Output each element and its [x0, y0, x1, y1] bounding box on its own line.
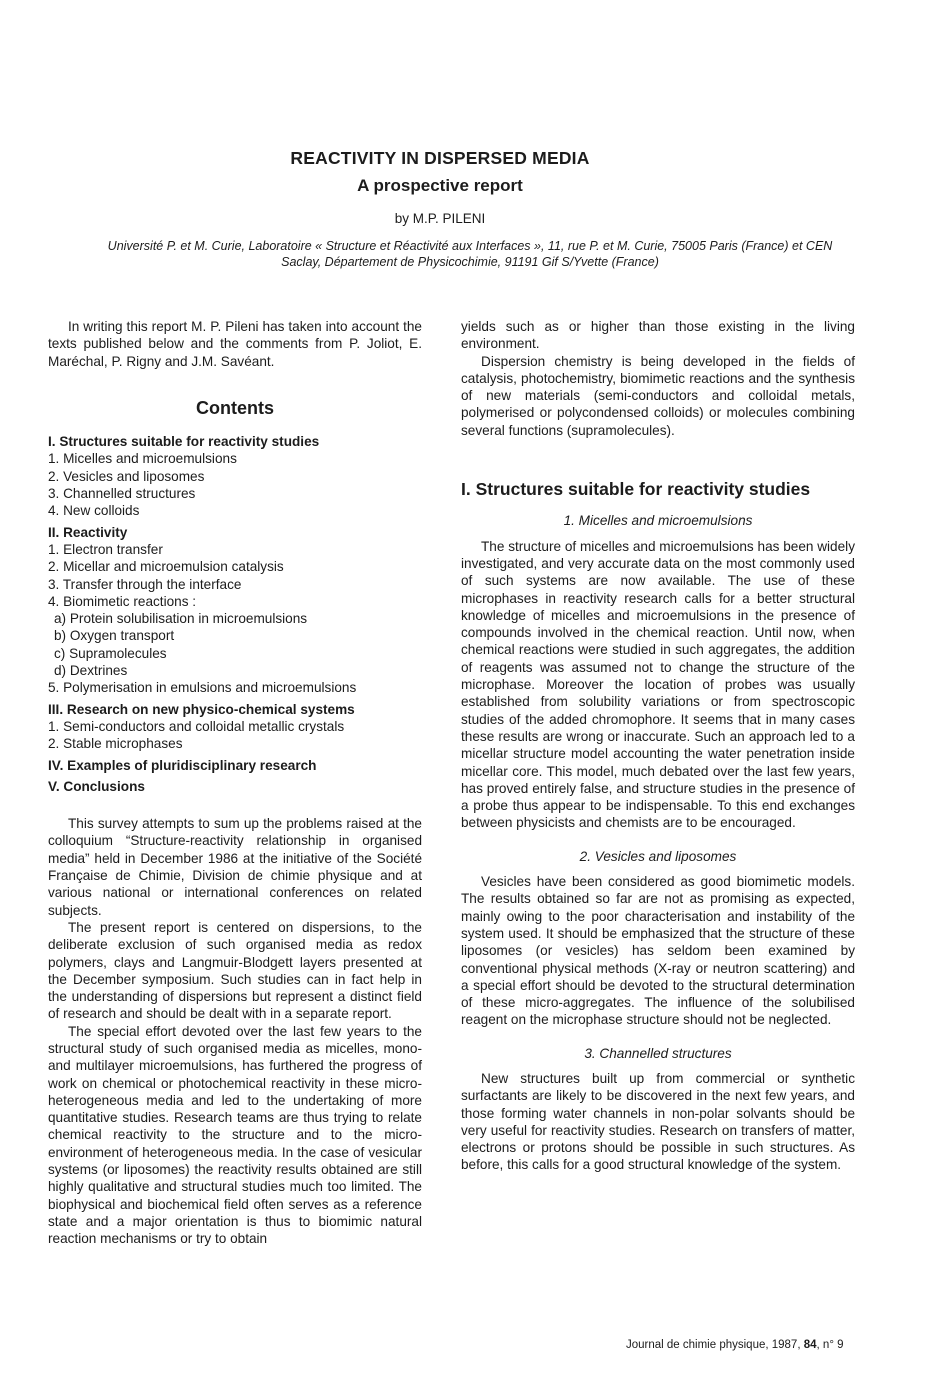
table-of-contents	[48, 433, 422, 795]
toc-subitem: b) Oxygen transport	[54, 628, 175, 644]
journal-issue: , n° 9	[816, 1339, 844, 1351]
affiliation	[60, 238, 880, 270]
toc-subitem: c) Supramolecules	[54, 645, 167, 661]
toc-item: 4. Biomimetic reactions :	[48, 593, 197, 609]
toc-item: 1. Electron transfer	[48, 541, 163, 557]
right-column	[461, 318, 855, 1174]
left-column	[48, 318, 422, 1248]
toc-item: 2. Vesicles and liposomes	[48, 468, 205, 484]
body-paragraph: The special effort devoted over the last few years to the structural study of such organised media as micelles, mono- and multilayer microemulsions, has furthered the progress of work on chemical or photochemical reactivity in these micro-heterogeneous media and led to the undertaking of more quantitative studies. Research teams are thus trying to relate chemical reactivity to the structure and to the micro-environment of heterogeneous media. In the case of vesicular systems (or liposomes) the reactivity results obtained are still highly qualitative and structural studies much too limited. The biophysical and biochemical field often serves as a reference state and a major orientation is thus to biomimic natural reaction mechanisms or try to obtain	[48, 1023, 422, 1247]
toc-section-4: IV. Examples of pluridisciplinary research	[48, 757, 317, 773]
journal-volume: 84	[803, 1339, 817, 1351]
body-paragraph: yields such as or higher than those existing in the living environment.	[461, 319, 855, 352]
toc-section-3: III. Research on new physico-chemical systems	[48, 701, 355, 717]
toc-item: 4. New colloids	[48, 503, 140, 519]
toc-subitem: d) Dextrines	[54, 663, 128, 679]
contents-heading: Contents	[196, 397, 274, 418]
body-paragraph: The structure of micelles and microemulsions has been widely investigated, and very accurate data on the most commonly used of such systems are now available. The use of these microphases in reactivity research calls for a better structural knowledge of micelles and microemulsions in the presence of compounds involved in the chemical reaction. Until now, when chemical reactions were studied in such aggregates, the addition of reagents was assumed not to change the structure of the microphase. Moreover the location of probes was usually established from solubility variations or from spectroscopic studies of the added chromophore. It seems that in many cases these results are wrong or inaccurate. Such an approach led to a micellar structure model accounting the water penetration inside micellar core. This model, much debated over the last few years, has proved entirely false, and structure studies in the presence of a probe thus appear to be indispensable. To this end exchanges between physicists and chemists are to be encouraged.	[461, 538, 855, 831]
subsection-heading: 2. Vesicles and liposomes	[579, 848, 737, 864]
author-line: by M.P. PILENI	[394, 211, 486, 226]
toc-subitem: a) Protein solubilisation in microemulsions	[54, 611, 308, 627]
body-paragraph: Dispersion chemistry is being developed in the fields of catalysis, photochemistry, biomimetic reactions and the synthesis of new materials (semi-conductors and colloidal metals, polymerised or polycondensed colloids) or molecules combining several functions (supramolecules).	[461, 353, 855, 438]
affiliation-line-1: Université P. et M. Curie, Laboratoire « Structure et Réactivité aux Interfaces », 11, rue P. et M. Curie, 75005 Paris (France) et CEN	[107, 239, 833, 253]
body-paragraph: The present report is centered on dispersions, to the deliberate exclusion of such organised media as redox polymers, clays and Langmuir-Blodgett layers presented at the December symposium. Such studies can in fact help in the understanding of dispersions but represent a distinct field of research and should be dealt with in a separate report.	[48, 919, 422, 1022]
article-subtitle: A prospective report	[357, 176, 523, 195]
toc-item: 2. Micellar and microemulsion catalysis	[48, 559, 284, 575]
journal-footer	[626, 1339, 844, 1351]
toc-item: 1. Semi-conductors and colloidal metallic crystals	[48, 718, 345, 734]
toc-item: 5. Polymerisation in emulsions and microemulsions	[48, 680, 357, 696]
toc-section-1: I. Structures suitable for reactivity studies	[48, 434, 320, 450]
body-paragraph: This survey attempts to sum up the problems raised at the colloquium “Structure-reactivity relationship in organised media” held in December 1986 at the initiative of the Société Française de Chimie, Division de chimie physique and at various national or international conferences on related subjects.	[48, 816, 422, 918]
toc-item: 3. Transfer through the interface	[48, 576, 242, 592]
journal-name: Journal de chimie physique, 1987,	[626, 1339, 804, 1351]
article-title: REACTIVITY IN DISPERSED MEDIA	[290, 148, 590, 168]
toc-section-5: V. Conclusions	[48, 778, 145, 794]
toc-item: 3. Channelled structures	[48, 486, 196, 502]
subsection-heading: 3. Channelled structures	[584, 1045, 732, 1061]
section-heading: I. Structures suitable for reactivity studies	[461, 479, 811, 500]
body-paragraph: Vesicles have been considered as good biomimetic models. The results obtained so far are not as promising as expected, mainly owing to the poor characterisation and instability of the system used. It should be emphasized that the structure of these liposomes (or vesicles) has seldom been examined by conventional physical methods (X-ray or neutron scattering) and a special effort should be devoted to the structural determination of these micro-aggregates. The influence of the solubilised reagent on the microphase structure should not be neglected.	[461, 874, 855, 1028]
body-paragraph: New structures built up from commercial or synthetic surfactants are likely to be discovered in the next few years, and those forming water channels in non-polar solvants should be very useful for reactivity studies. Research on transfers of matter, electrons or protons should be possible in such structures. As before, this calls for a good structural knowledge of the system.	[461, 1070, 855, 1173]
intro-paragraph: In writing this report M. P. Pileni has taken into account the texts published below and the comments from P. Joliot, E. Maréchal, P. Rigny and J.M. Savéant.	[48, 319, 422, 369]
toc-section-2: II. Reactivity	[48, 524, 128, 540]
affiliation-line-2: Saclay, Département de Physicochimie, 91191 Gif S/Yvette (France)	[281, 255, 659, 269]
toc-item: 2. Stable microphases	[48, 736, 183, 752]
toc-item: 1. Micelles and microemulsions	[48, 451, 237, 467]
subsection-heading: 1. Micelles and microemulsions	[563, 513, 753, 529]
